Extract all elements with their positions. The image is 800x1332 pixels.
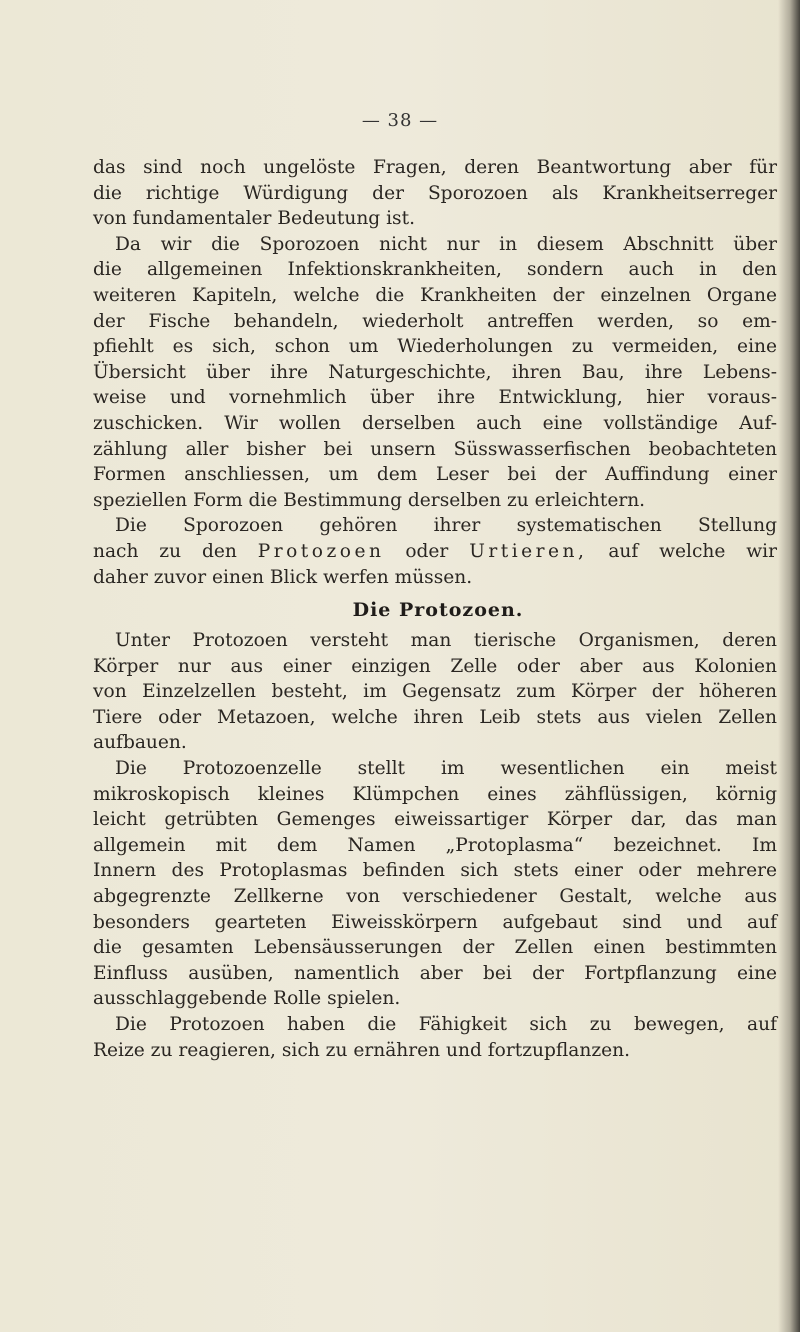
- text-line: der Fische behandeln, wiederholt antreffen werden, so em-: [93, 310, 777, 332]
- text-line: Die Protozoenzelle stellt im wesentlichen ein meist: [115, 758, 777, 780]
- text-line: daher zuvor einen Blick werfen müssen.: [93, 566, 473, 588]
- text-line: weise und vornehmlich über ihre Entwicklung, hier voraus-: [93, 387, 777, 409]
- text-line: zählung aller bisher bei unsern Süsswasserfischen beobachteten: [93, 438, 777, 460]
- text-line: [93, 539, 777, 565]
- text-line: Übersicht über ihre Naturgeschichte, ihren Bau, ihre Lebens-: [93, 361, 777, 383]
- text-line: die gesamten Lebensäusserungen der Zellen einen bestimmten: [93, 937, 777, 959]
- text-line: Innern des Protoplasmas befinden sich stets einer oder mehrere: [93, 860, 777, 882]
- text-line: Die Protozoen haben die Fähigkeit sich zu bewegen, auf: [115, 1014, 777, 1035]
- emphasis-protozoen: Protozoen: [257, 540, 385, 562]
- text-line: Formen anschliessen, um dem Leser bei der Auffindung einer: [93, 464, 777, 486]
- text-line: besonders gearteten Eiweisskörpern aufgebaut sind und auf: [93, 911, 777, 933]
- text-line: speziellen Form die Bestimmung derselben zu erleichtern.: [93, 489, 646, 511]
- text-line: abgegrenzte Zellkerne von verschiedener Gestalt, welche aus: [93, 886, 777, 908]
- body-text: [93, 155, 777, 1063]
- text-fragment: nach zu den: [93, 540, 237, 562]
- text-line: aufbauen.: [93, 732, 187, 754]
- text-line: weiteren Kapiteln, welche die Krankheiten der einzelnen Organe: [93, 284, 777, 306]
- emphasis-urtieren: Urtieren,: [469, 540, 588, 562]
- page-edge-shadow: [778, 0, 800, 1332]
- text-line: Reize zu reagieren, sich zu ernähren und fortzupflanzen.: [93, 1039, 631, 1061]
- text-fragment: oder: [405, 540, 449, 562]
- text-fragment: auf welche wir: [608, 540, 777, 562]
- text-line: Tiere oder Metazoen, welche ihren Leib stets aus vielen Zellen: [93, 706, 777, 728]
- text-line: die richtige Würdigung der Sporozoen als Krankheitserreger: [93, 182, 777, 204]
- text-line: mikroskopisch kleines Klümpchen eines zähflüssigen, körnig: [93, 783, 777, 805]
- text-line: Einfluss ausüben, namentlich aber bei der Fortpflanzung eine: [93, 962, 777, 984]
- text-line: pfiehlt es sich, schon um Wiederholungen zu vermeiden, eine: [93, 336, 777, 358]
- text-line: Da wir die Sporozoen nicht nur in diesem Abschnitt über: [115, 233, 777, 255]
- text-line: ausschlaggebende Rolle spielen.: [93, 988, 401, 1010]
- text-line: die allgemeinen Infektionskrankheiten, sondern auch in den: [93, 259, 777, 281]
- text-line: zuschicken. Wir wollen derselben auch eine vollständige Auf-: [93, 412, 777, 434]
- section-heading: Die Protozoen.: [352, 599, 524, 622]
- page-number: — 38 —: [361, 110, 439, 131]
- text-line: Die Sporozoen gehören ihrer systematischen Stellung: [115, 515, 777, 537]
- text-line: leicht getrübten Gemenges eiweissartiger Körper dar, das man: [93, 809, 777, 831]
- text-line: von fundamentaler Bedeutung ist.: [93, 208, 415, 230]
- text-line: das sind noch ungelöste Fragen, deren Beantwortung aber für: [93, 157, 777, 178]
- text-line: von Einzelzellen besteht, im Gegensatz zum Körper der höheren: [93, 681, 777, 703]
- text-line: Unter Protozoen versteht man tierische Organismen, deren: [115, 630, 777, 652]
- text-line: Körper nur aus einer einzigen Zelle oder aber aus Kolonien: [93, 655, 777, 677]
- text-line: allgemein mit dem Namen „Protoplasma“ bezeichnet. Im: [93, 834, 777, 856]
